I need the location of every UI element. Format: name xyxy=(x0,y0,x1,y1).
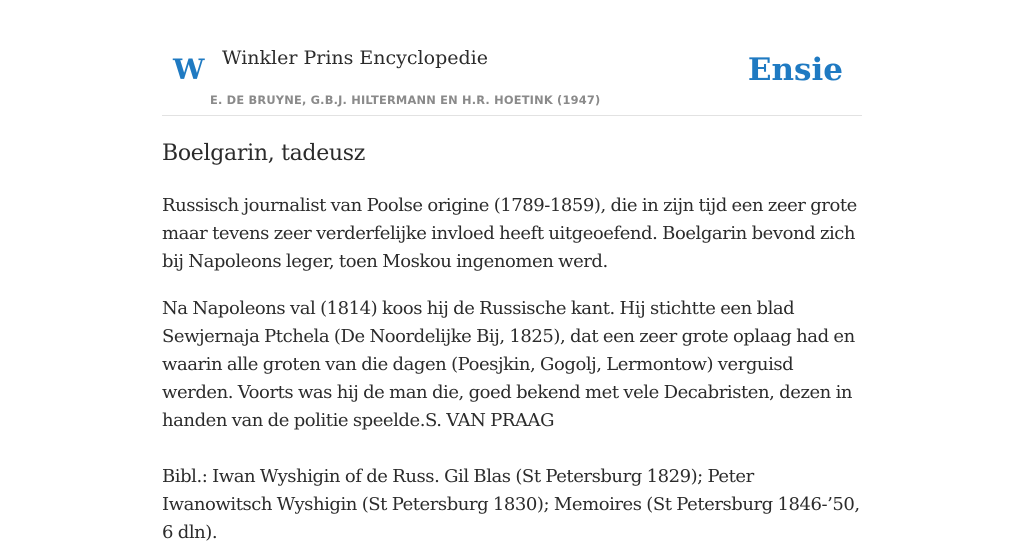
ensie-logo[interactable]: Ensie xyxy=(747,52,843,88)
site-title[interactable]: Winkler Prins Encyclopedie xyxy=(222,47,488,69)
article-paragraph: Na Napoleons val (1814) koos hij de Russische kant. Hij stichtte een blad Sewjernaja Ptchela (De Noordelijke Bij, 1825), dat een zeer grote oplaag had en waarin alle groten van die dagen (Poesjkin, Gogolj, Lermontow) verguisd werden. Voorts was hij de man die, goed bekend met vele Decabristen, dezen in handen van de politie speelde.S. VAN PRAAG xyxy=(162,298,855,431)
bibliography-paragraph: Bibl.: Iwan Wyshigin of de Russ. Gil Blas (St Petersburg 1829); Peter Iwanowitsch Wyshigin (St Petersburg 1830); Memoires (St Petersburg 1846-’50, 6 dln). xyxy=(162,466,860,543)
article-paragraph: Russisch journalist van Poolse origine (1789-1859), die in zijn tijd een zeer grote maar tevens zeer verderfelijke invloed heeft uitgeoefend. Boelgarin bevond zich bij Napoleons leger, toen Moskou ingenomen werd. xyxy=(162,195,857,272)
article-title: Boelgarin, tadeusz xyxy=(162,141,366,166)
winkler-prins-logo-icon[interactable]: W xyxy=(173,53,205,86)
authors-line: E. DE BRUYNE, G.B.J. HILTERMANN EN H.R. HOETINK (1947) xyxy=(210,93,601,107)
site-header xyxy=(162,40,862,116)
article-content xyxy=(162,136,867,547)
